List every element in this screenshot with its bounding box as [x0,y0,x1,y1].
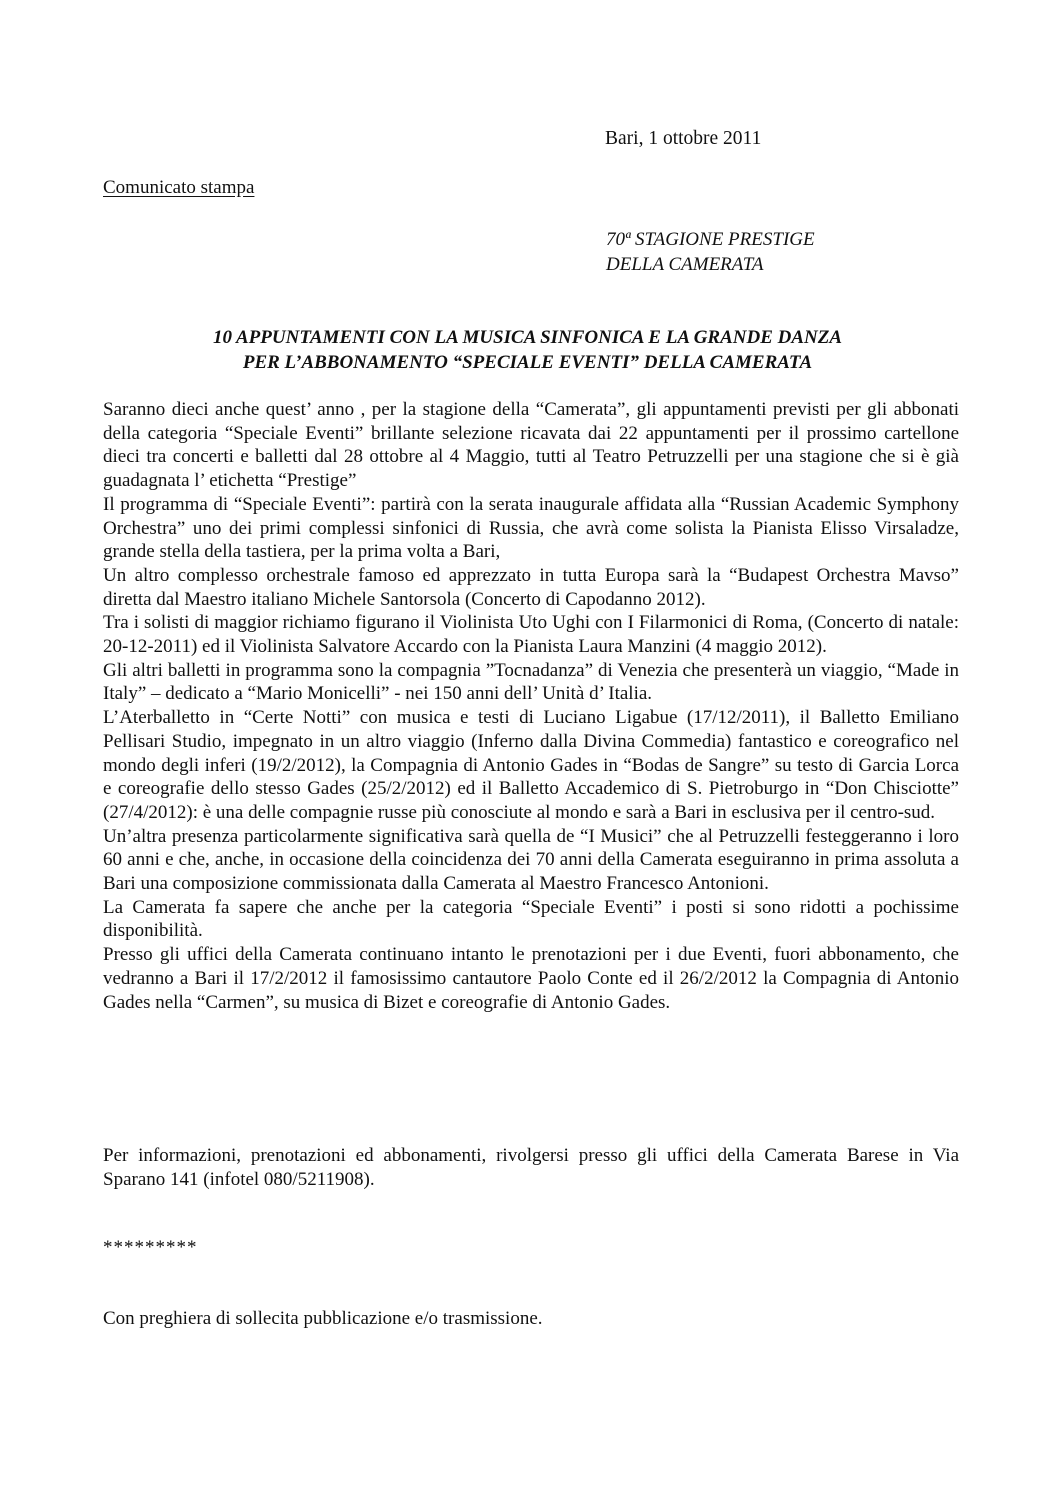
season-title-line-1: 70ª STAGIONE PRESTIGE [606,229,815,250]
body-paragraph: Un altro complesso orchestrale famoso ed apprezzato in tutta Europa sarà la “Budapest Orchestra Mavso” diretta dal Maestro italiano Michele Santorsola (Concerto di Capodanno 2012). [103,564,959,610]
body-paragraph: Gli altri balletti in programma sono la compagnia ”Tocnadanza” di Venezia che presenterà un viaggio, “Made in Italy” – dedicato a “Mario Monicelli” - nei 150 anni dell’ Unità d’ Italia. [103,659,959,705]
body-paragraph: Saranno dieci anche quest’ anno , per la stagione della “Camerata”, gli appuntamenti previsti per gli abbonati della categoria “Speciale Eventi” brillante selezione ricavata dai 22 appuntamenti per il prossimo cartellone dieci tra concerti e balletti dal 28 ottobre al 4 Maggio, tutti al Teatro Petruzzelli per una stagione che si è già guadagnata l’ etichetta “Prestige” [103,399,959,492]
body-paragraph: Il programma di “Speciale Eventi”: partirà con la serata inaugurale affidata alla “Russian Academic Symphony Orchestra” uno dei primi complessi sinfonici di Russia, che avrà come solista la Pianista Elisso Virsaladze, grande stella della tastiera, per la prima volta a Bari, [103,493,959,563]
headline-line-1: 10 APPUNTAMENTI CON LA MUSICA SINFONICA E LA GRANDE DANZA [212,327,843,348]
body-paragraph: Un’altra presenza particolarmente significativa sarà quella de “I Musici” che al Petruzzelli festeggeranno i loro 60 anni e che, anche, in occasione della coincidenza dei 70 anni della Camerata eseguiranno in prima assoluta a Bari una composizione commissionata dalla Camerata al Maestro Francesco Antonioni. [103,825,959,895]
body-paragraph: La Camerata fa sapere che anche per la categoria “Speciale Eventi” i posti si sono ridotti a pochissime disponibilità. [103,896,959,942]
body-paragraph: Tra i solisti di maggior richiamo figurano il Violinista Uto Ughi con I Filarmonici di Roma, (Concerto di natale: 20-12-2011) ed il Violinista Salvatore Accardo con la Pianista Laura Manzini (4 maggio 2012). [103,612,959,658]
document-date: Bari, 1 ottobre 2011 [605,128,762,149]
headline-line-2: PER L’ABBONAMENTO “SPECIALE EVENTI” DELLA CAMERATA [242,352,813,373]
press-release-label: Comunicato stampa [103,177,255,198]
season-title-line-2: DELLA CAMERATA [606,254,764,275]
body-paragraph: L’Aterballetto in “Certe Notti” con musica e testi di Luciano Ligabue (17/12/2011), il Balletto Emiliano Pellisari Studio, impegnato in un altro viaggio (Inferno dalla Divina Commedia) fantastico e coreografico nel mondo degli inferi (19/2/2012), la Compagnia di Antonio Gades in “Bodas de Sangre” su testo di Garcia Lorca e coreografie dello stesso Gades (25/2/2012) ed il Balletto Accademico di S. Pietroburgo in “Don Chisciotte” (27/4/2012): è una delle compagnie russe più conosciute al mondo e sarà a Bari in esclusiva per il centro-sud. [103,707,959,823]
contact-info-paragraph: Per informazioni, prenotazioni ed abbonamenti, rivolgersi presso gli uffici della Camerata Barese in Via Sparano 141 (infotel 080/5211908). [103,1145,959,1190]
closing-note: Con preghiera di sollecita pubblicazione e/o trasmissione. [103,1308,543,1329]
season-title [606,227,815,277]
headline [103,325,952,375]
body-paragraph: Presso gli uffici della Camerata continuano intanto le prenotazioni per i due Eventi, fuori abbonamento, che vedranno a Bari il 17/2/2012 il famosissimo cantautore Paolo Conte ed il 26/2/2012 la Compagnia di Antonio Gades nella “Carmen”, su musica di Bizet e coreografie di Antonio Gades. [103,944,959,1013]
separator: ********* [103,1237,198,1258]
body-text [103,398,959,1014]
